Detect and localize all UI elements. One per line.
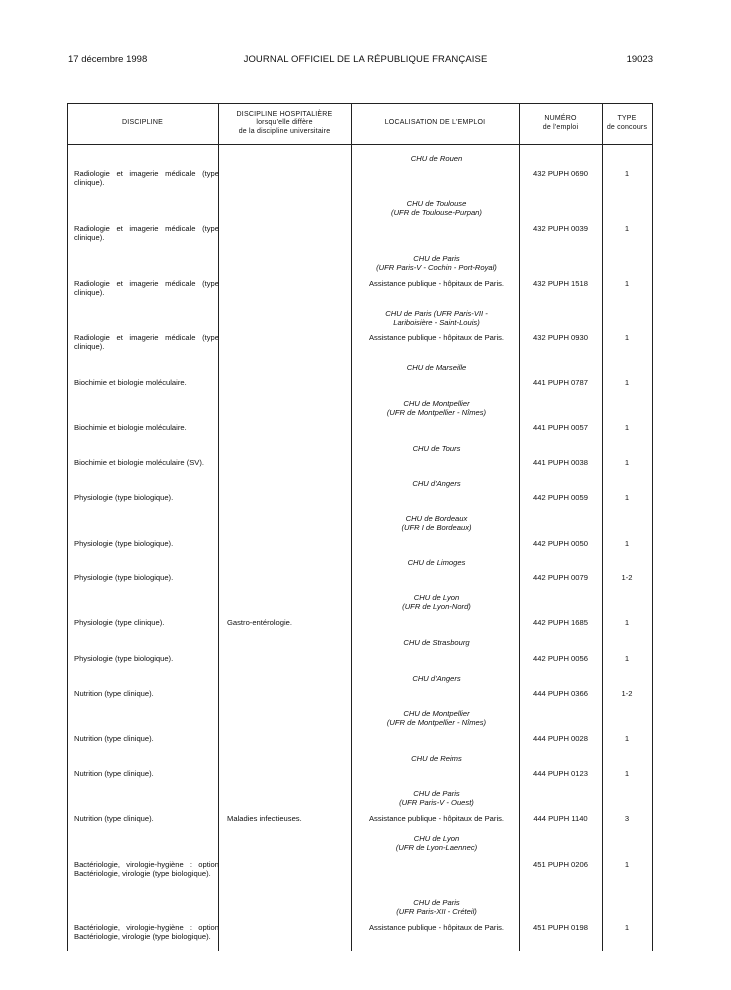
table-left-rule <box>67 103 68 951</box>
cell-type-concours: 1 <box>624 923 630 932</box>
localisation-line: CHU de Paris (UFR Paris-VII - <box>385 309 488 318</box>
localisation-line: CHU de Tours <box>412 444 461 453</box>
cell-discipline: Nutrition (type clinique). <box>74 734 154 743</box>
localisation-line: CHU de Strasbourg <box>403 638 470 647</box>
cell-localisation <box>354 674 519 683</box>
cell-type-concours: 1 <box>624 493 630 502</box>
cell-type-concours: 1 <box>624 378 630 387</box>
cell-discipline: Physiologie (type clinique). <box>74 618 165 627</box>
localisation-line: CHU d'Angers <box>412 674 461 683</box>
cell-localisation <box>354 154 519 163</box>
cell-numero: 442 PUPH 1685 <box>533 618 588 627</box>
cell-localisation <box>354 754 519 763</box>
localisation-line: CHU de Toulouse <box>406 199 467 208</box>
cell-type-concours: 1 <box>624 169 630 178</box>
localisation-line: (UFR de Lyon-Laennec) <box>395 843 478 852</box>
header-page-number: 19023 <box>626 54 653 65</box>
cell-numero: 432 PUPH 0039 <box>533 224 588 233</box>
cell-numero: 432 PUPH 1518 <box>533 279 588 288</box>
cell-etablissement: Assistance publique - hôpitaux de Paris. <box>368 923 505 932</box>
localisation-line: (UFR de Montpellier - Nîmes) <box>386 718 487 727</box>
cell-localisation <box>354 254 519 272</box>
cell-etablissement: Assistance publique - hôpitaux de Paris. <box>368 814 505 823</box>
localisation-line: CHU de Montpellier <box>403 709 470 718</box>
cell-discipline: Physiologie (type biologique). <box>74 573 174 582</box>
cell-localisation <box>354 514 519 532</box>
cell-discipline: Physiologie (type biologique). <box>74 539 174 548</box>
cell-type-concours: 1 <box>624 654 630 663</box>
localisation-line: CHU de Reims <box>411 754 462 763</box>
localisation-line: CHU de Bordeaux <box>405 514 468 523</box>
cell-type-concours: 1 <box>624 734 630 743</box>
cell-discipline: Radiologie et imagerie médicale (type clinique). <box>74 169 219 187</box>
cell-numero: 444 PUPH 0123 <box>533 769 588 778</box>
cell-discipline: Physiologie (type biologique). <box>74 493 174 502</box>
cell-localisation <box>354 593 519 611</box>
cell-localisation <box>354 479 519 488</box>
localisation-line: (UFR Paris-V - Ouest) <box>399 798 474 807</box>
cell-localisation <box>354 363 519 372</box>
table-header-rule <box>67 144 652 145</box>
cell-numero: 442 PUPH 0050 <box>533 539 588 548</box>
cell-discipline: Radiologie et imagerie médicale (type clinique). <box>74 279 219 297</box>
cell-localisation <box>354 309 519 327</box>
cell-type-concours: 1 <box>624 423 630 432</box>
col-header-discipline: DISCIPLINE <box>122 119 163 127</box>
cell-localisation <box>354 399 519 417</box>
cell-numero: 441 PUPH 0057 <box>533 423 588 432</box>
cell-discipline-hospitaliere: Maladies infectieuses. <box>227 814 302 823</box>
cell-numero: 444 PUPH 1140 <box>533 814 588 823</box>
cell-type-concours: 1 <box>624 279 630 288</box>
col-header-type: TYPE de concours <box>606 115 648 131</box>
cell-numero: 432 PUPH 0690 <box>533 169 588 178</box>
cell-type-concours: 1-2 <box>621 573 633 582</box>
cell-numero: 451 PUPH 0206 <box>533 860 588 869</box>
localisation-line: CHU de Lyon <box>413 834 460 843</box>
cell-numero: 441 PUPH 0038 <box>533 458 588 467</box>
localisation-line: CHU de Paris <box>413 789 460 798</box>
cell-numero: 444 PUPH 0028 <box>533 734 588 743</box>
cell-type-concours: 1 <box>624 333 630 342</box>
col-header-numero: NUMÉRO de l'emploi <box>542 115 579 131</box>
cell-discipline: Bactériologie, virologie-hygiène : option Bactériologie, virologie (type biologique). <box>74 923 219 941</box>
cell-localisation <box>354 558 519 567</box>
cell-type-concours: 1 <box>624 539 630 548</box>
cell-localisation <box>354 834 519 852</box>
cell-numero: 442 PUPH 0079 <box>533 573 588 582</box>
localisation-line: (UFR de Lyon-Nord) <box>402 602 471 611</box>
cell-numero: 442 PUPH 0059 <box>533 493 588 502</box>
localisation-line: CHU de Marseille <box>406 363 467 372</box>
localisation-line: CHU de Montpellier <box>403 399 470 408</box>
localisation-line: (UFR de Montpellier - Nîmes) <box>386 408 487 417</box>
cell-numero: 432 PUPH 0930 <box>533 333 588 342</box>
localisation-line: (UFR de Toulouse-Purpan) <box>391 208 482 217</box>
cell-discipline: Physiologie (type biologique). <box>74 654 174 663</box>
cell-discipline: Radiologie et imagerie médicale (type clinique). <box>74 224 219 242</box>
cell-discipline: Radiologie et imagerie médicale (type clinique). <box>74 333 219 351</box>
cell-localisation <box>354 789 519 807</box>
cell-discipline: Nutrition (type clinique). <box>74 769 154 778</box>
localisation-line: CHU de Paris <box>413 254 460 263</box>
cell-discipline: Nutrition (type clinique). <box>74 814 154 823</box>
cell-etablissement: Assistance publique - hôpitaux de Paris. <box>368 279 505 288</box>
cell-discipline: Biochimie et biologie moléculaire (SV). <box>74 458 204 467</box>
header-date: 17 décembre 1998 <box>68 54 148 65</box>
table-right-rule <box>652 103 653 951</box>
cell-localisation <box>354 898 519 916</box>
col-rule-2 <box>351 103 352 951</box>
localisation-line: (UFR Paris-XII - Créteil) <box>396 907 477 916</box>
cell-discipline: Biochimie et biologie moléculaire. <box>74 378 187 387</box>
col-header-localisation: LOCALISATION DE L'EMPLOI <box>384 119 486 127</box>
cell-type-concours: 3 <box>624 814 630 823</box>
cell-discipline: Bactériologie, virologie-hygiène : option Bactériologie, virologie (type biologique). <box>74 860 219 878</box>
localisation-line: (UFR I de Bordeaux) <box>401 523 472 532</box>
localisation-line: CHU de Rouen <box>410 154 463 163</box>
cell-localisation <box>354 199 519 217</box>
cell-type-concours: 1 <box>624 618 630 627</box>
cell-localisation <box>354 444 519 453</box>
localisation-line: CHU de Limoges <box>407 558 466 567</box>
cell-numero: 441 PUPH 0787 <box>533 378 588 387</box>
localisation-line: Lariboisière - Saint-Louis) <box>393 318 480 327</box>
localisation-line: CHU de Lyon <box>413 593 460 602</box>
cell-type-concours: 1 <box>624 769 630 778</box>
localisation-line: CHU d'Angers <box>412 479 461 488</box>
cell-numero: 451 PUPH 0198 <box>533 923 588 932</box>
cell-type-concours: 1-2 <box>621 689 633 698</box>
cell-etablissement: Assistance publique - hôpitaux de Paris. <box>368 333 505 342</box>
localisation-line: (UFR Paris-V - Cochin - Port-Royal) <box>376 263 497 272</box>
header-journal-title: JOURNAL OFFICIEL DE LA RÉPUBLIQUE FRANÇAISE <box>243 54 488 65</box>
positions-table <box>67 103 652 951</box>
cell-type-concours: 1 <box>624 860 630 869</box>
cell-discipline-hospitaliere: Gastro-entérologie. <box>227 618 293 627</box>
localisation-line: CHU de Paris <box>413 898 460 907</box>
cell-localisation <box>354 709 519 727</box>
cell-numero: 444 PUPH 0366 <box>533 689 588 698</box>
cell-discipline: Nutrition (type clinique). <box>74 689 154 698</box>
cell-numero: 442 PUPH 0056 <box>533 654 588 663</box>
cell-localisation <box>354 638 519 647</box>
cell-type-concours: 1 <box>624 458 630 467</box>
cell-discipline: Biochimie et biologie moléculaire. <box>74 423 187 432</box>
cell-type-concours: 1 <box>624 224 630 233</box>
col-header-discipline-hospitaliere: DISCIPLINE HOSPITALIÈRE lorsqu'elle diffère de la discipline universitaire <box>236 110 333 135</box>
